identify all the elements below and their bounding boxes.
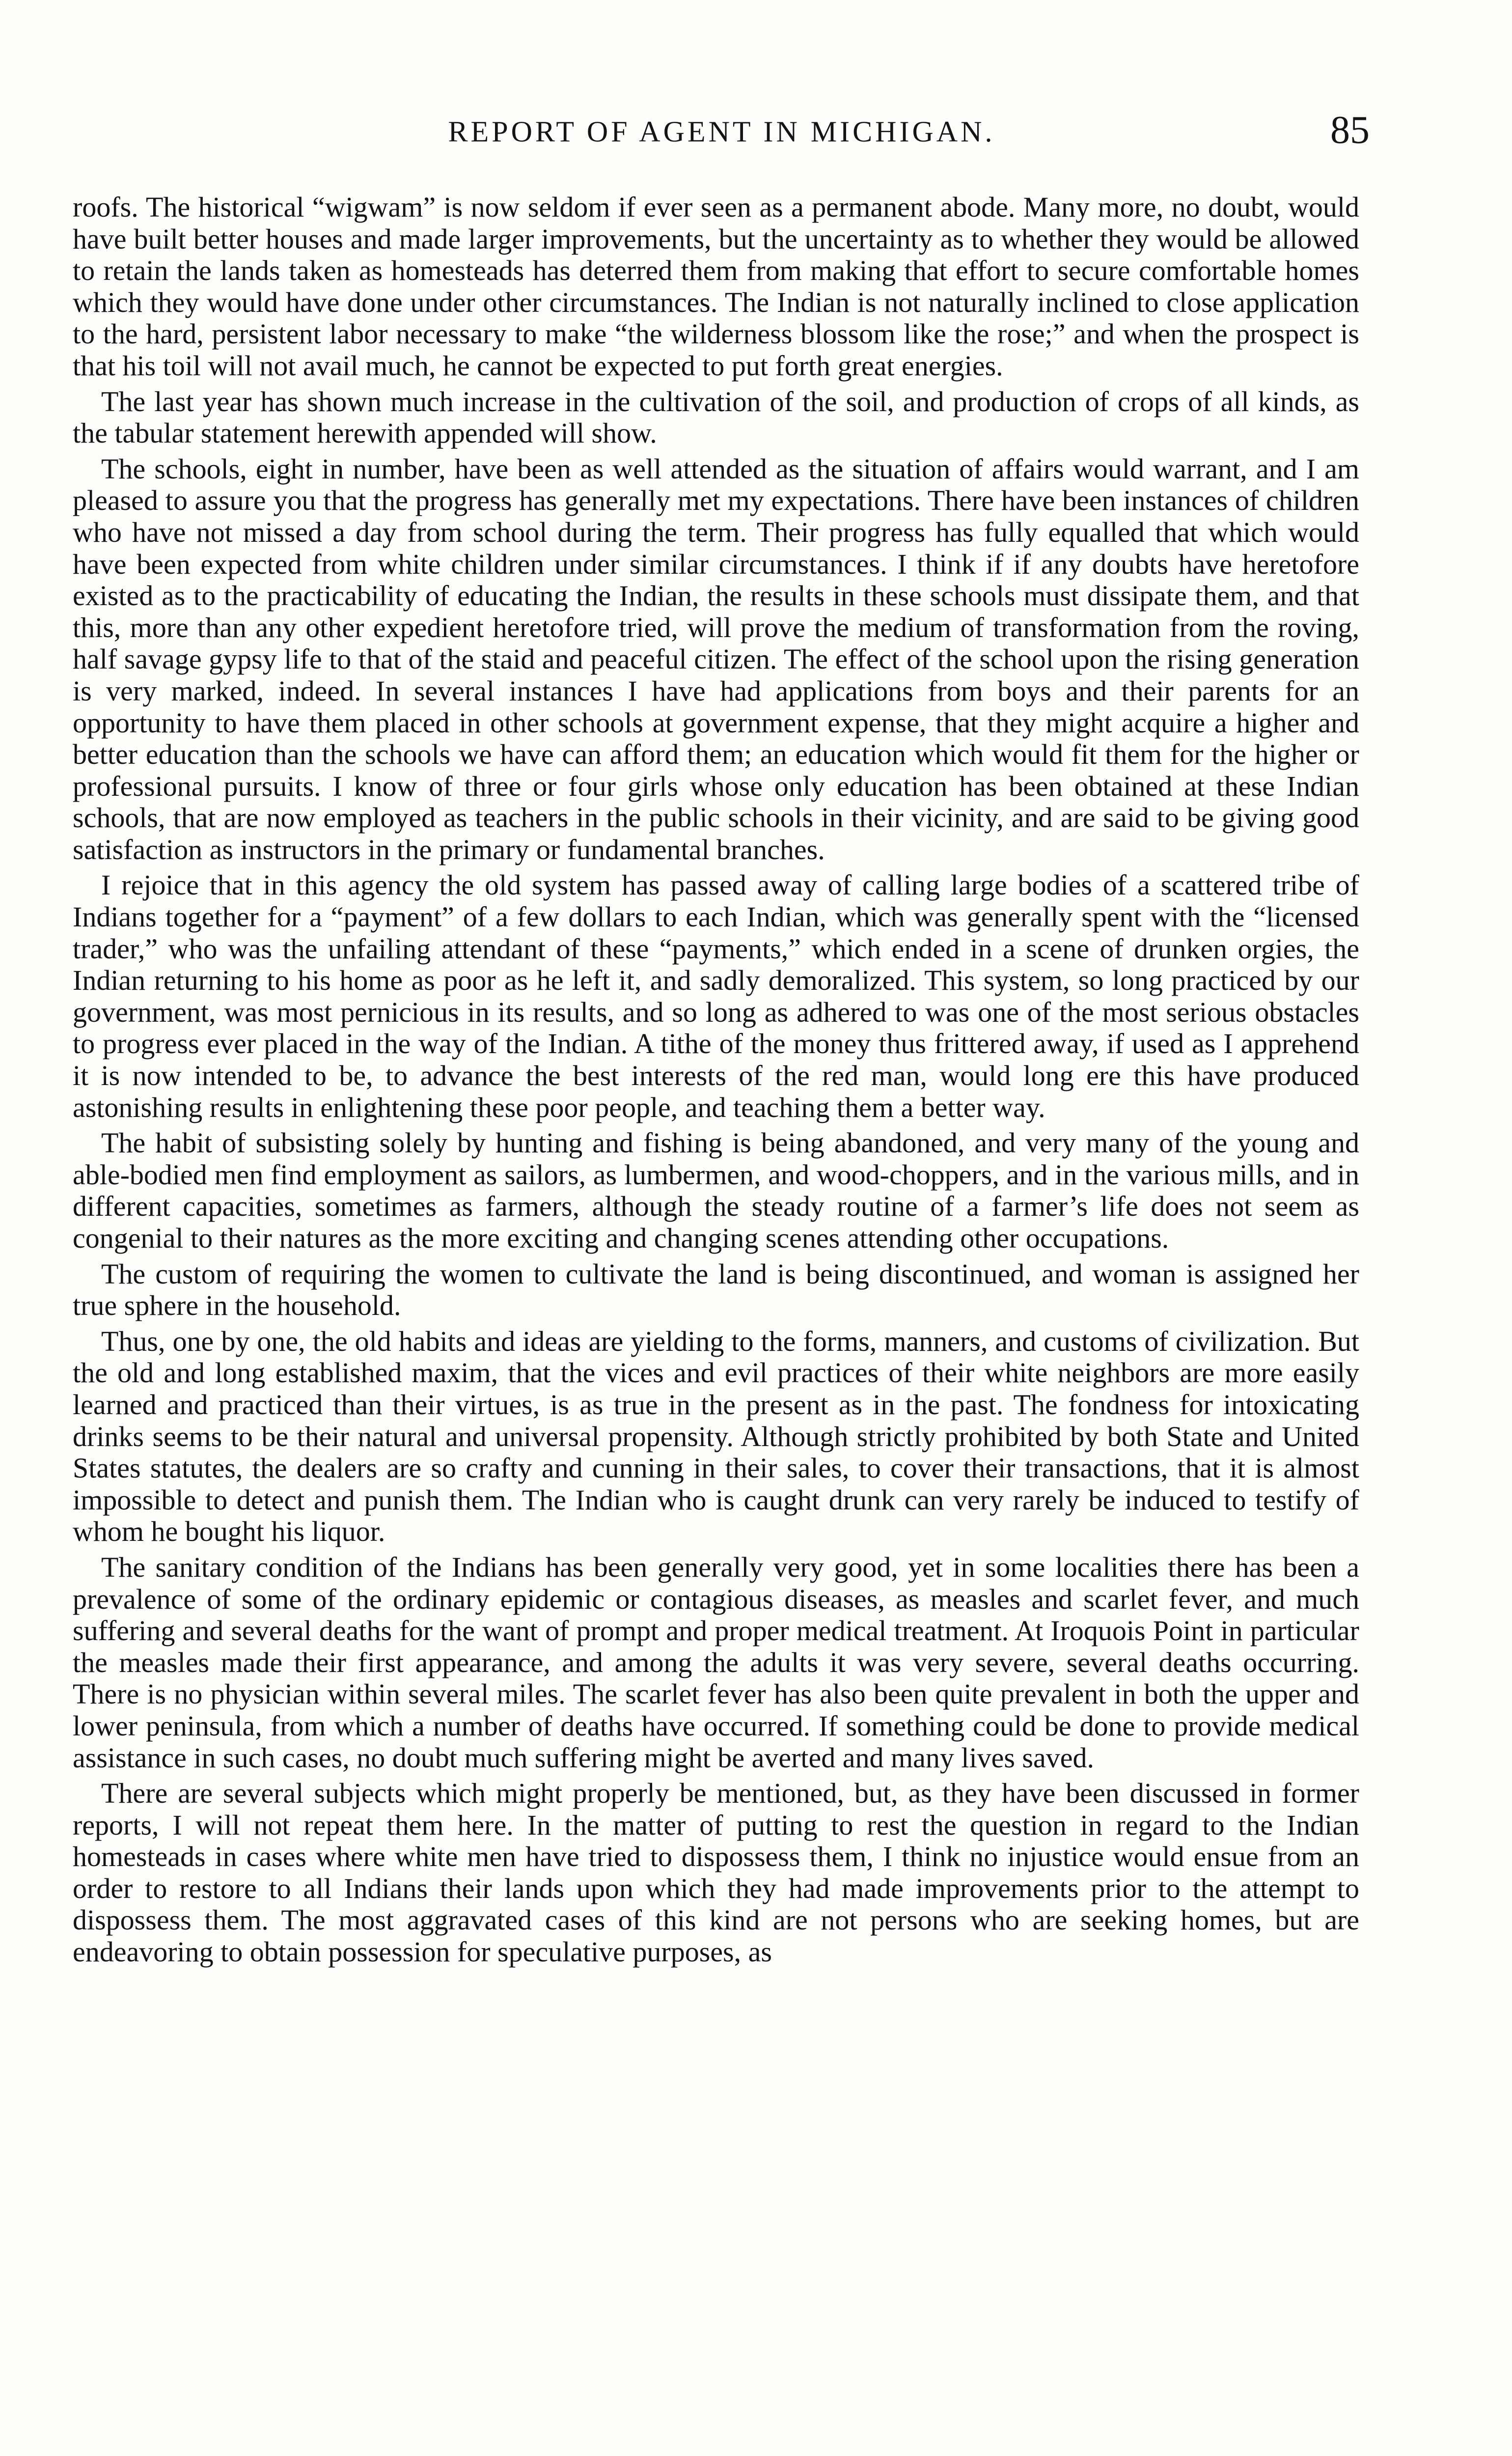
paragraph-continuation: roofs. The historical “wigwam” is now seldom if ever seen as a permanent abode. Many more, no doubt, would have built better houses and made larger improvements, but the uncertainty as to whether they would be allowed to retain the lands taken as homesteads has deterred them from making that effort to secure comfortable homes which they would have done under other circumstances. The Indian is not naturally inclined to close application to the hard, persistent labor necessary to make “the wilderness blossom like the rose;” and when the prospect is that his toil will not avail much, he cannot be expected to put forth great energies. (73, 192, 1359, 382)
paragraph-cultivation: The last year has shown much increase in the cultivation of the soil, and production of crops of all kinds, as the tabular statement herewith appended will show. (73, 385, 1359, 449)
paragraph-civilization: Thus, one by one, the old habits and ideas are yielding to the forms, manners, and customs of civilization. But the old and long established maxim, that the vices and evil practices of their white neighbors are more easily learned and practiced than their virtues, is as true in the present as in the past. The fondness for intoxicating drinks seems to be their natural and universal propensity. Although strictly prohibited by both State and United States statutes, the dealers are so crafty and cunning in their sales, to cover their transactions, that it is almost impossible to detect and punish them. The Indian who is caught drunk can very rarely be induced to testify of whom he bought his liquor. (73, 1325, 1359, 1548)
paragraph-employment: The habit of subsisting solely by hunting and fishing is being abandoned, and very many of the young and able-bodied men find employment as sailors, as lumbermen, and wood-choppers, and in the various mills, and in different capacities, sometimes as farmers, although the steady routine of a farmer’s life does not seem as congenial to their natures as the more exciting and changing scenes attending other occupations. (73, 1127, 1359, 1254)
page-number: 85 (1330, 109, 1370, 152)
paragraph-women: The custom of requiring the women to cultivate the land is being discontinued, and woman is assigned her true sphere in the household. (73, 1257, 1359, 1322)
paragraph-homesteads: There are several subjects which might properly be mentioned, but, as they have been discussed in former reports, I will not repeat them here. In the matter of putting to rest the question in regard to the Indian homesteads in cases where white men have tried to dispossess them, I think no injustice would ensue from an order to restore to all Indians their lands upon which they had made improvements prior to the attempt to dispossess them. The most aggravated cases of this kind are not persons who are seeking homes, but are endeavoring to obtain possession for speculative purposes, as (73, 1777, 1359, 1968)
body-text (73, 192, 1359, 2456)
paragraph-schools: The schools, eight in number, have been as well attended as the situation of affairs would warrant, and I am pleased to assure you that the progress has generally met my expectations. There have been instances of children who have not missed a day from school during the term. Their progress has fully equalled that which would have been expected from white children under similar circumstances. I think if if any doubts have heretofore existed as to the practicability of educating the Indian, the results in these schools must dissipate them, and that this, more than any other expedient heretofore tried, will prove the medium of transformation from the roving, half savage gypsy life to that of the staid and peaceful citizen. The effect of the school upon the rising generation is very marked, indeed. In several instances I have had applications from boys and their parents for an opportunity to have them placed in other schools at government expense, that they might acquire a higher and better education than the schools we have can afford them; an education which would fit them for the higher or professional pursuits. I know of three or four girls whose only education has been obtained at these Indian schools, that are now employed as teachers in the public schools in their vicinity, and are said to be giving good satisfaction as instructors in the primary or fundamental branches. (73, 452, 1359, 865)
running-title: REPORT OF AGENT IN MICHIGAN. (448, 115, 995, 148)
running-head (74, 108, 1370, 162)
paragraph-payments: I rejoice that in this agency the old system has passed away of calling large bodies of a scattered tribe of Indians together for a “payment” of a few dollars to each Indian, which was generally spent with the “licensed trader,” who was the unfailing attendant of these “payments,” which ended in a scene of drunken orgies, the Indian returning to his home as poor as he left it, and sadly demoralized. This system, so long practiced by our government, was most pernicious in its results, and so long as adhered to was one of the most serious obstacles to progress ever placed in the way of the Indian. A tithe of the money thus frittered away, if used as I apprehend it is now intended to be, to advance the best interests of the red man, would long ere this have produced astonishing results in enlightening these poor people, and teaching them a better way. (73, 869, 1359, 1123)
paragraph-sanitary: The sanitary condition of the Indians has been generally very good, yet in some localities there has been a prevalence of some of the ordinary epidemic or contagious diseases, as measles and scarlet fever, and much suffering and several deaths for the want of prompt and proper medical treatment. At Iroquois Point in particular the measles made their first appearance, and among the adults it was very severe, several deaths occurring. There is no physician within several miles. The scarlet fever has also been quite prevalent in both the upper and lower peninsula, from which a number of deaths have occurred. If something could be done to provide medical assistance in such cases, no doubt much suffering might be averted and many lives saved. (73, 1551, 1359, 1774)
